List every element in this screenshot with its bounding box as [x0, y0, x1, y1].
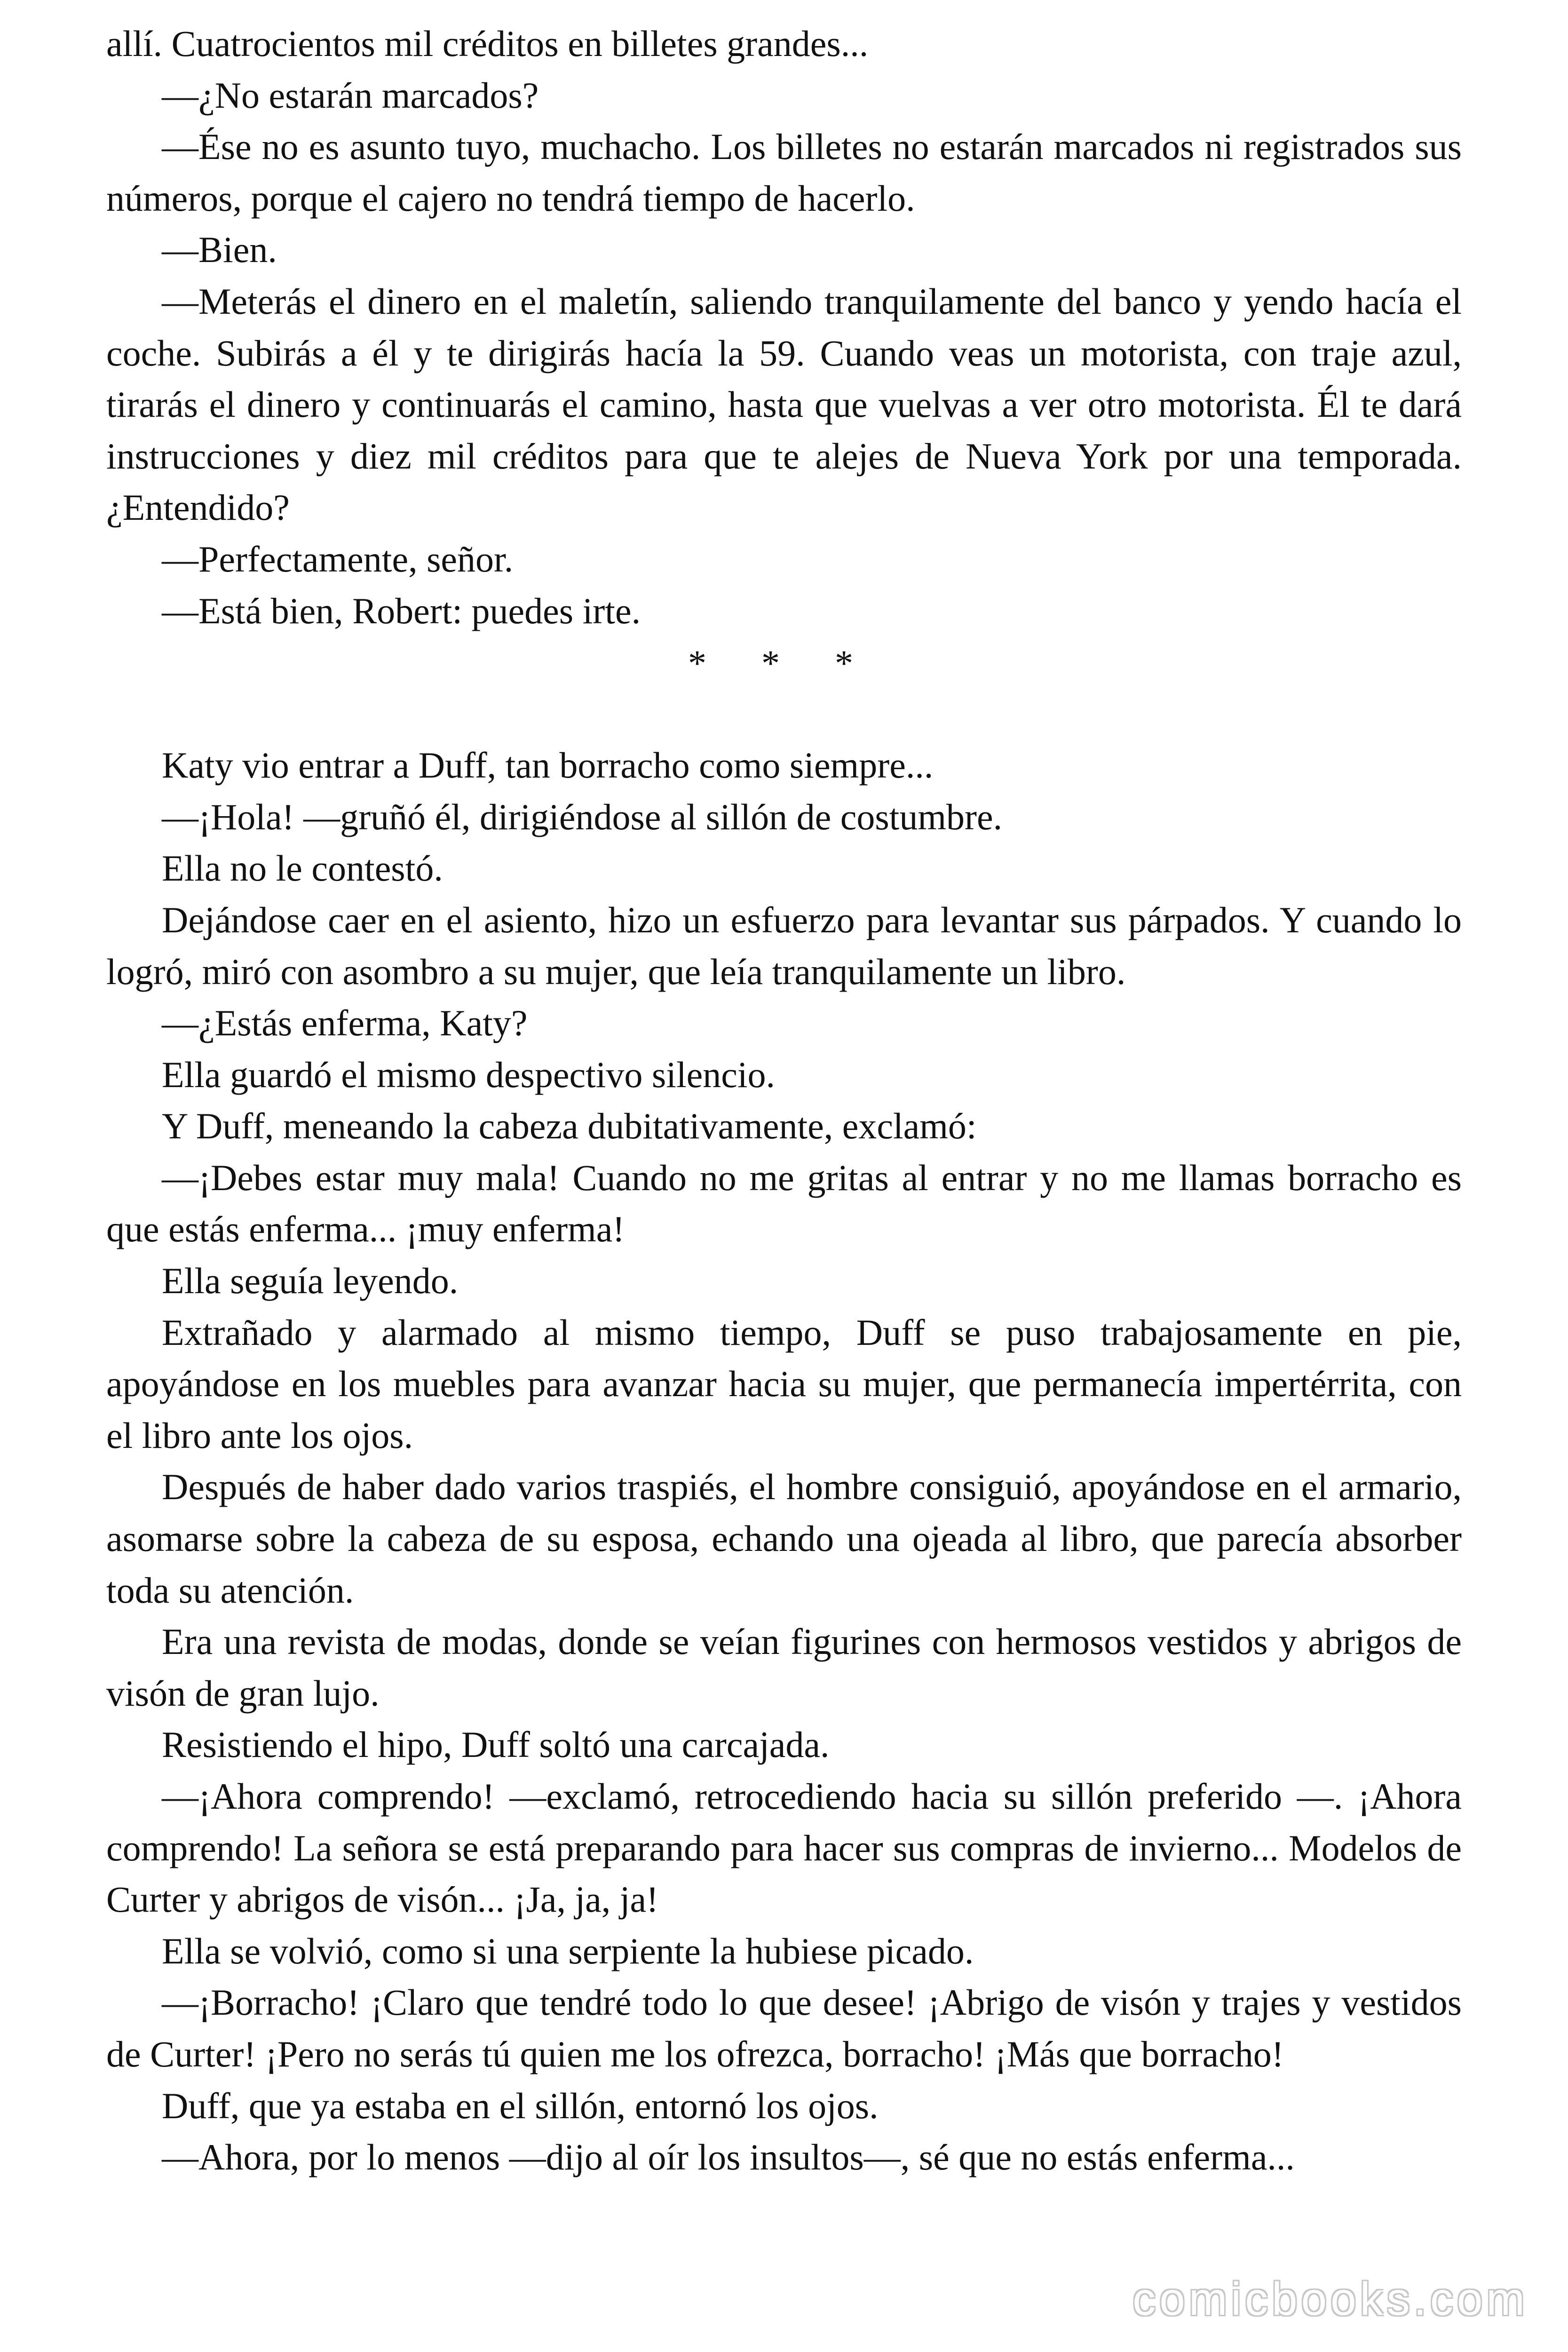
- paragraph: —¿No estarán marcados?: [162, 74, 539, 116]
- paragraph: Ella se volvió, como si una serpiente la hubiese picado.: [162, 1930, 974, 1971]
- paragraph: Ella no le contestó.: [162, 848, 443, 889]
- paragraph: Era una revista de modas, donde se veían figurines con hermosos vestidos y abrigos de visón de gran lujo.: [106, 1621, 1462, 1714]
- paragraph: —¡Debes estar muy mala! Cuando no me gritas al entrar y no me llamas borracho es que estás enferma... ¡muy enferma!: [106, 1157, 1462, 1250]
- paragraph: —Perfectamente, señor.: [162, 538, 514, 580]
- paragraph: —¡Ahora comprendo! —exclamó, retrocediendo hacia su sillón preferido —. ¡Ahora comprendo! La señora se está preparando para hacer sus compras de invierno... Modelos de Curter y abrigos de visón... ¡Ja, ja, ja!: [106, 1776, 1462, 1920]
- paragraph: Y Duff, meneando la cabeza dubitativamente, exclamó:: [162, 1105, 977, 1147]
- paragraph: Dejándose caer en el asiento, hizo un esfuerzo para levantar sus párpados. Y cuando lo logró, miró con asombro a su mujer, que leía tranquilamente un libro.: [106, 899, 1462, 992]
- paragraph: —Ése no es asunto tuyo, muchacho. Los billetes no estarán marcados ni registrados sus números, porque el cajero no tendrá tiempo de hacerlo.: [106, 126, 1462, 219]
- paragraph: —¡Hola! —gruñó él, dirigiéndose al sillón de costumbre.: [162, 796, 1003, 837]
- paragraph: Extrañado y alarmado al mismo tiempo, Duff se puso trabajosamente en pie, apoyándose en los muebles para avanzar hacia su mujer, que permanecía impertérrita, con el libro ante los ojos.: [106, 1311, 1462, 1456]
- watermark: comicbooks.com: [1132, 2273, 1528, 2325]
- paragraph: —Meterás el dinero en el maletín, saliendo tranquilamente del banco y yendo hacía el coche. Subirás a él y te dirigirás hacía la 59. Cuando veas un motorista, con traje azul, tirarás el dinero y continuarás el camino, hasta que vuelvas a ver otro motorista. Él te dará instrucciones y diez mil créditos para que te alejes de Nueva York por una temporada. ¿Entendido?: [106, 280, 1462, 528]
- paragraph: Resistiendo el hipo, Duff soltó una carcajada.: [162, 1724, 830, 1765]
- paragraph: Duff, que ya estaba en el sillón, entornó los ojos.: [162, 2085, 879, 2126]
- paragraph: Katy vio entrar a Duff, tan borracho como siempre...: [162, 745, 934, 786]
- section-before: [106, 18, 1462, 636]
- book-page: [106, 18, 1462, 2183]
- scene-separator: [106, 636, 1462, 739]
- separator-asterisks: * * *: [688, 643, 853, 684]
- paragraph: —Ahora, por lo menos —dijo al oír los insultos—, sé que no estás enferma...: [162, 2137, 1295, 2178]
- paragraph: allí. Cuatrocientos mil créditos en billetes grandes...: [106, 23, 869, 64]
- paragraph: —¿Estás enferma, Katy?: [162, 1002, 528, 1044]
- paragraph: Ella guardó el mismo despectivo silencio.: [162, 1054, 776, 1095]
- section-after: [106, 739, 1462, 2183]
- paragraph: —Bien.: [162, 229, 277, 270]
- paragraph: Después de haber dado varios traspiés, el hombre consiguió, apoyándose en el armario, asomarse sobre la cabeza de su esposa, echando una ojeada al libro, que parecía absorber toda su atención.: [106, 1466, 1462, 1611]
- paragraph: —Está bien, Robert: puedes irte.: [162, 590, 641, 631]
- paragraph: —¡Borracho! ¡Claro que tendré todo lo que desee! ¡Abrigo de visón y trajes y vestidos de Curter! ¡Pero no serás tú quien me los ofrezca, borracho! ¡Más que borracho!: [106, 1982, 1462, 2074]
- paragraph: Ella seguía leyendo.: [162, 1260, 459, 1302]
